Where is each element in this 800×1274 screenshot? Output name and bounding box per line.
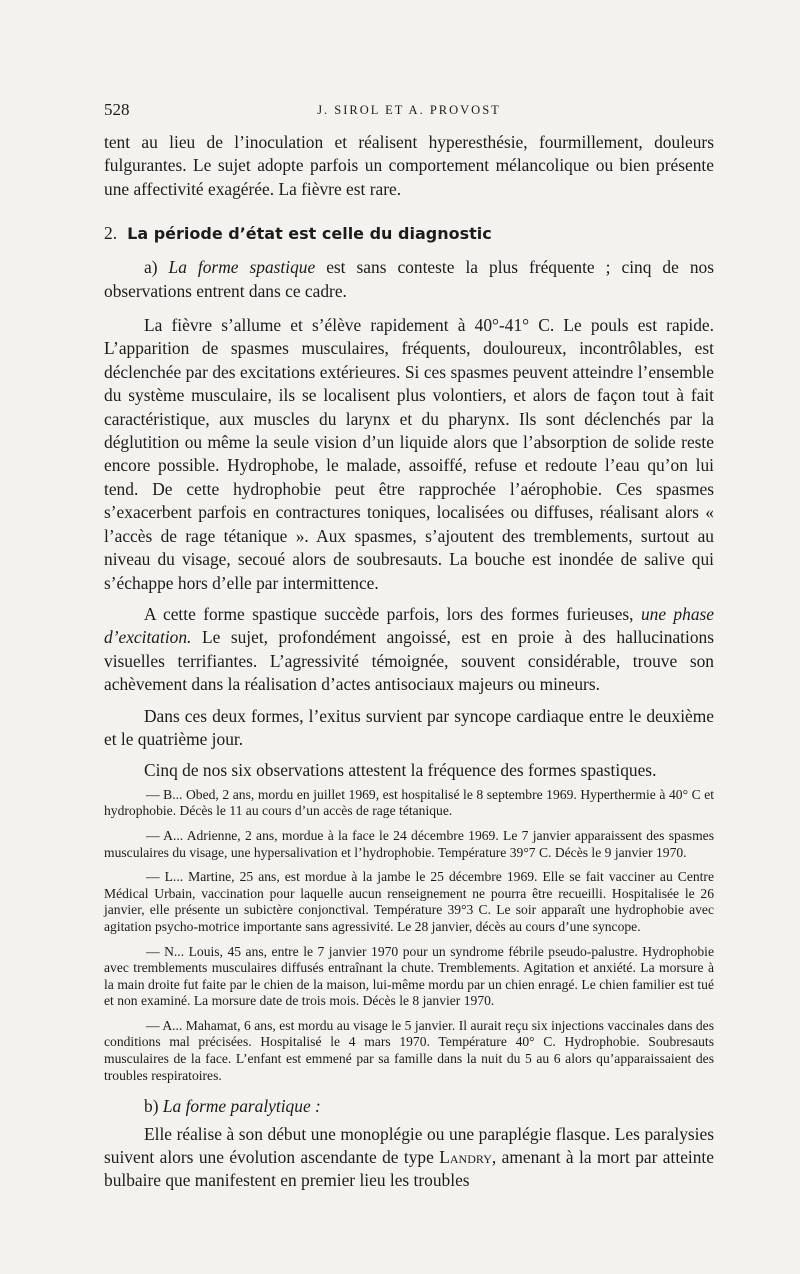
subsection-b-label: b) bbox=[144, 1096, 159, 1117]
observation-item: — N... Louis, 45 ans, entre le 7 janvier 1970 pour un syndrome fébrile pseudo-palustre. Hydrophobie avec tremblements musculaires diffusés entraînant la chute. Tremblements. Agitation et anxiété. La morsure à la main droite fut faite par le chien de la maison, lui-même mordu par un chien enragé. Le chien familier est tué et non examiné. La morsure date de trois mois. Décès le 8 janvier 1970. bbox=[104, 943, 714, 1009]
paragraph-excitation-emphasis: une phase d’excitation. bbox=[104, 603, 715, 648]
observation-item: — L... Martine, 25 ans, est mordue à la jambe le 25 décembre 1969. Elle se fait vacciner au Centre Médical Urbain, vaccination pour laquelle aucun renseignement ne pourra être recueilli. Hospitalisée le 26 janvier, elle présente un subictère conjonctival. Température 39°3 C. Le soir apparaît une hydrophobie avec agitation psycho-motrice importante sans agressivité. Le 28 janvier, décès au cours d’une syncope. bbox=[104, 869, 714, 934]
subsection-a bbox=[104, 256, 714, 303]
section-title: La période d’état est celle du diagnostic bbox=[127, 224, 492, 244]
section-number: 2. bbox=[104, 223, 118, 244]
paragraph-symptoms: La fièvre s’allume et s’élève rapidement à 40°-41° C. Le pouls est rapide. L’apparition de spasmes musculaires, fréquents, douloureux, incontrôlables, est déclenchée par des excitations extérieures. Si ces spasmes peuvent atteindre l’ensemble du système musculaire, ils se localisent plus volontiers, et alors de façon tout à fait caractéristique, aux muscles du larynx et du pharynx. Ils sont déclenchés par la déglutition ou même la seule vision d’un liquide alors que l’absorption de solide reste encore possible. Hydrophobe, le malade, assoiffé, refuse et redoute l’eau qu’on lui tend. De cette hydrophobie peut être rapprochée l’aérophobie. Ces spasmes s’exacerbent parfois en contractures toniques, localisées ou diffuses, réalisant alors « l’accès de rage tétanique ». Aux spasmes, s’ajoutent des tremblements, surtout au niveau du visage, secoué alors de soubresauts. La bouche est inondée de salive qui s’échappe hors d’elle par intermittence. bbox=[104, 315, 714, 593]
subsection-b bbox=[104, 1095, 714, 1118]
subsection-a-title: La forme spastique bbox=[168, 257, 316, 278]
paragraph-excitation bbox=[104, 603, 714, 697]
observation-item: — A... Adrienne, 2 ans, mordue à la face le 24 décembre 1969. Le 7 janvier apparaissent des spasmes musculaires du visage, une hypersalivation et l’hydrophobie. Température 39°7 C. Décès le 9 janvier 1970. bbox=[104, 827, 714, 860]
page-header bbox=[104, 100, 714, 124]
paragraph-intro: tent au lieu de l’inoculation et réalisent hyperesthésie, fourmillement, douleurs fulgurantes. Le sujet adopte parfois un comportement mélancolique ou bien présente une affectivité exagérée. La fièvre est rare. bbox=[104, 132, 714, 199]
paragraph-paralytic-landry: Landry bbox=[439, 1147, 492, 1168]
paragraph-paralytic bbox=[104, 1123, 714, 1193]
paragraph-paralytic-text-a: Elle réalise à son début une monoplégie ou une paraplégie flasque. Les paralysies suivent alors une évolution ascendante de type bbox=[104, 1123, 714, 1168]
section-heading bbox=[104, 223, 714, 244]
subsection-a-label: a) bbox=[144, 257, 158, 278]
paragraph-observations: Cinq de nos six observations attestent la fréquence des formes spastiques. bbox=[144, 760, 657, 781]
running-head: J. SIROL ET A. PROVOST bbox=[317, 103, 501, 117]
paragraph-paralytic-text-b: , amenant à la mort par atteinte bulbaire que manifestent en premier lieu les troubles bbox=[104, 1147, 714, 1191]
paragraph-excitation-text-a: A cette forme spastique succède parfois, lors des formes furieuses, bbox=[144, 603, 641, 624]
subsection-a-text: est sans conteste la plus fréquente ; cinq de nos observations entrent dans ce cadre. bbox=[104, 257, 715, 301]
paragraph-exitus: Dans ces deux formes, l’exitus survient par syncope cardiaque entre le deuxième et le quatrième jour. bbox=[104, 705, 714, 749]
observation-item: — B... Obed, 2 ans, mordu en juillet 1969, est hospitalisé le 8 septembre 1969. Hyperthermie à 40° C et hydrophobie. Décès le 11 au cours d’un accès de rage tétanique. bbox=[104, 786, 714, 819]
paragraph-excitation-text-b: Le sujet, profondément angoissé, est en proie à des hallucinations visuelles terrifiantes. L’agressivité témoignée, souvent considérable, trouve son achèvement dans la réalisation d’actes antisociaux majeurs ou mineurs. bbox=[104, 627, 714, 695]
page-number: 528 bbox=[104, 100, 130, 119]
observation-item: — A... Mahamat, 6 ans, est mordu au visage le 5 janvier. Il aurait reçu six injections vaccinales dans des conditions mal précisées. Hospitalisé le 4 mars 1970. Température 40° C. Hydrophobie. Soubresauts musculaires de la face. L’enfant est emmené par sa famille dans la nuit du 5 au 6 alors qu’apparaissaient des troubles respiratoires. bbox=[104, 1017, 714, 1083]
subsection-b-title: La forme paralytique : bbox=[162, 1096, 321, 1117]
body-text bbox=[104, 131, 714, 1193]
